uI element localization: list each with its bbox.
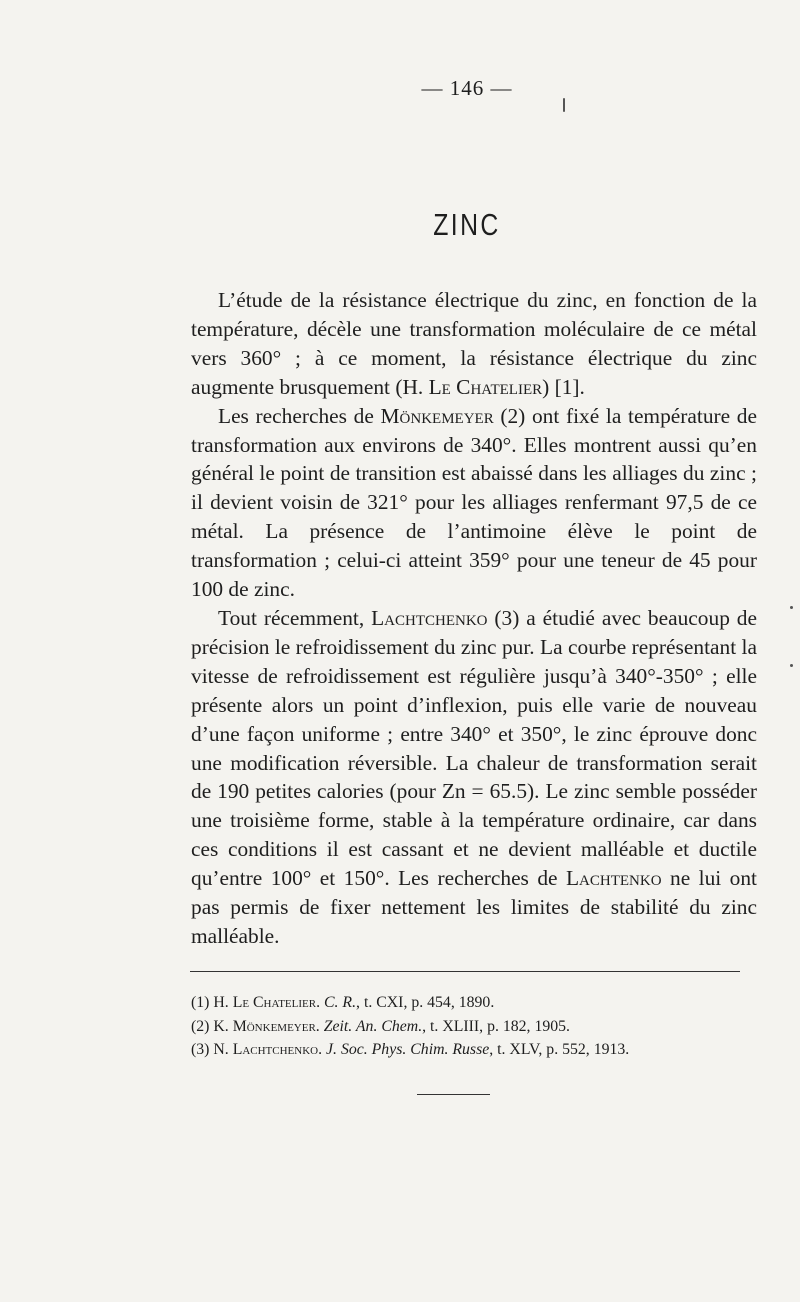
footnote-number: (2) K. xyxy=(191,1017,233,1035)
footnote-separator: . xyxy=(318,1041,327,1058)
footnote-author: Le Chatelier xyxy=(232,994,317,1011)
paragraph-3 xyxy=(191,604,757,951)
author-name-lachtchenko: Lachtchenko xyxy=(371,605,488,630)
paragraph-1-text-b: ) [1]. xyxy=(542,374,585,399)
footnote-number: (3) N. xyxy=(191,1041,233,1058)
paragraph-3-text-c: ne lui ont pas permis de fixer nettement les limites de stabilité du zinc malléable. xyxy=(191,866,757,948)
footnote-author: Mönkemeyer xyxy=(232,1017,316,1035)
footnote-details: , t. CXI, p. 454, 1890. xyxy=(356,994,495,1011)
paragraph-2 xyxy=(191,402,757,604)
scan-speck xyxy=(790,606,793,609)
author-name-le-chatelier: Le Chatelier xyxy=(428,374,543,399)
paragraph-2-text-b: (2) ont fixé la température de transformation aux environs de 340°. Elles montrent aussi qu’en général le point de transition est abaissé dans les alliages du zinc ; il devient voisin de 321° pour les alliages renfermant 97,5 de ce métal. La présence de l’antimoine élève le point de transformation ; celui-ci atteint 359° pour une teneur de 45 pour 100 de zinc. xyxy=(191,403,757,602)
author-name-lachtenko: Lachtenko xyxy=(565,866,662,891)
footnotes xyxy=(191,991,751,1062)
footnote-author: Lachtchenko xyxy=(232,1041,319,1058)
footnote-details: , t. XLIII, p. 182, 1905. xyxy=(422,1017,570,1035)
body-text xyxy=(191,286,757,951)
footnote-journal: Zeit. An. Chem. xyxy=(323,1017,423,1035)
footnote-details: , t. XLV, p. 552, 1913. xyxy=(489,1041,630,1058)
chapter-title: ZINC xyxy=(433,207,501,242)
footnote-separator: . xyxy=(316,994,324,1011)
paragraph-3-text-b: (3) a étudié avec beaucoup de précision le refroidissement du zinc pur. La courbe représentant la vitesse de refroidissement est régulière jusqu’à 340°-350° ; elle présente alors un point d’inflexion, puis elle varie de nouveau d’une façon uniforme ; entre 340° et 350°, le zinc éprouve donc une modification réversible. La chaleur de transformation serait de 190 petites calories (pour Zn = 65.5). Le zinc semble posséder une troisième forme, stable à la température ordinaire, car dans ces conditions il est cassant et ne devient malléable et ductile qu’entre 100° et 150°. Les recherches de xyxy=(191,605,757,891)
footnote-journal: J. Soc. Phys. Chim. Russe xyxy=(326,1041,490,1058)
paragraph-1-text-a: L’étude de la résistance électrique du zinc, en fonction de la température, décèle une transformation moléculaire de ce métal vers 360° ; à ce moment, la résistance électrique du zinc augmente brusquement (H. xyxy=(191,288,757,399)
footnote-separator-rule xyxy=(190,971,740,972)
footnote-3 xyxy=(191,1038,751,1062)
footnote-separator: . xyxy=(315,1017,324,1035)
paragraph-1 xyxy=(191,286,757,402)
scan-speck xyxy=(790,664,793,667)
paragraph-2-text-a: Les recherches de xyxy=(218,403,381,428)
paragraph-3-text-a: Tout récemment, xyxy=(218,605,372,630)
footnote-number: (1) H. xyxy=(191,994,233,1011)
footnote-2 xyxy=(191,1015,751,1039)
author-name-monkemeyer: Mönkemeyer xyxy=(380,403,494,428)
footnote-journal: C. R. xyxy=(324,994,357,1011)
scan-speck xyxy=(563,98,565,112)
page-number: — 146 — xyxy=(421,76,513,100)
end-rule xyxy=(417,1094,490,1095)
footnote-1 xyxy=(191,991,751,1015)
